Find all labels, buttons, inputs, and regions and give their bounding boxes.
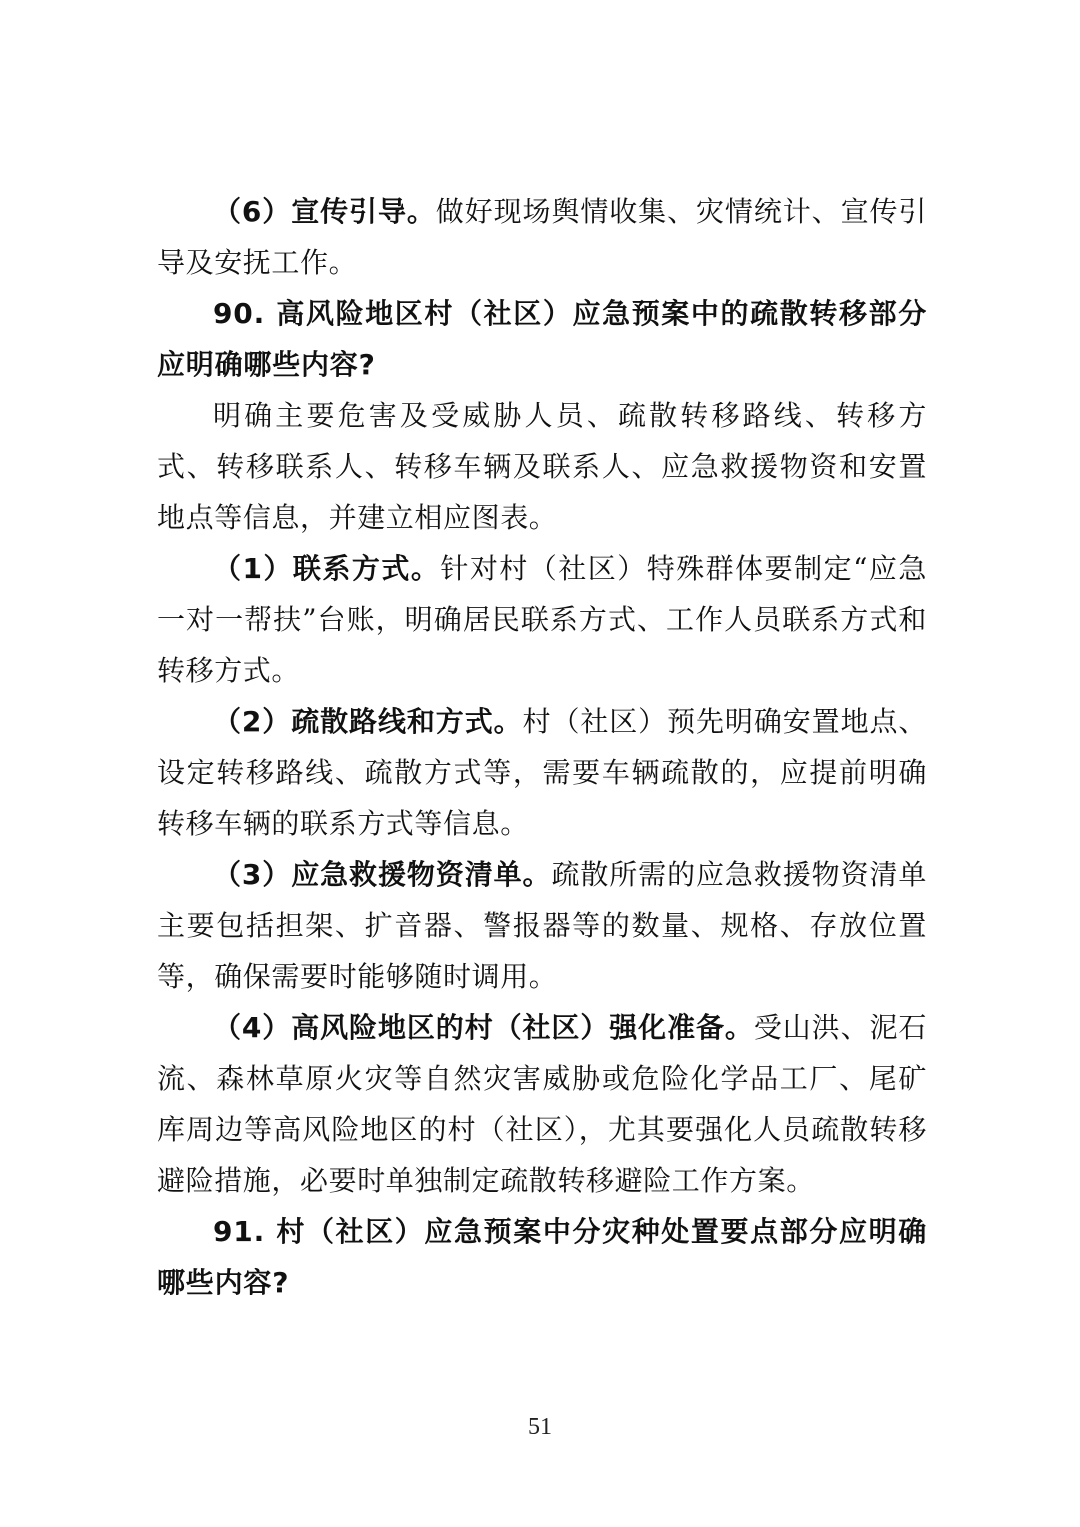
item-text: 针对村（社区）特殊群体要制定“应急一对一帮扶”台账，明确居民联系方式、工作人员联系方式和转移方式。 [157, 552, 927, 687]
question-90: 90. 高风险地区村（社区）应急预案中的疏散转移部分应明确哪些内容? [157, 297, 927, 381]
item-text: 做好现场舆情收集、灾情统计、宣传引导及安抚工作。 [157, 195, 927, 279]
item-text: 疏散所需的应急救援物资清单主要包括担架、扩音器、警报器等的数量、规格、存放位置等，确保需要时能够随时调用。 [157, 858, 927, 993]
question-91: 91. 村（社区）应急预案中分灾种处置要点部分应明确哪些内容? [157, 1215, 927, 1299]
page-number: 51 [528, 1414, 552, 1440]
item-1-contact [157, 543, 927, 696]
item-lead: （4）高风险地区的村（社区）强化准备。 [213, 1011, 754, 1044]
item-6-publicity [157, 186, 927, 288]
item-lead: （1）联系方式。 [213, 552, 441, 585]
item-3-supplies [157, 849, 927, 1002]
item-lead: （2）疏散路线和方式。 [213, 705, 523, 738]
item-lead: （3）应急救援物资清单。 [213, 858, 552, 891]
item-4-high-risk [157, 1002, 927, 1206]
item-lead: （6）宣传引导。 [213, 195, 436, 228]
item-2-route [157, 696, 927, 849]
item-text: 受山洪、泥石流、森林草原火灾等自然灾害威胁或危险化学品工厂、尾矿库周边等高风险地区的村（社区），尤其要强化人员疏散转移避险措施，必要时单独制定疏散转移避险工作方案。 [157, 1011, 927, 1197]
page-content [157, 186, 927, 1308]
item-text: 村（社区）预先明确安置地点、设定转移路线、疏散方式等，需要车辆疏散的，应提前明确转移车辆的联系方式等信息。 [157, 705, 927, 840]
answer-90-intro: 明确主要危害及受威胁人员、疏散转移路线、转移方式、转移联系人、转移车辆及联系人、应急救援物资和安置地点等信息，并建立相应图表。 [157, 399, 927, 534]
